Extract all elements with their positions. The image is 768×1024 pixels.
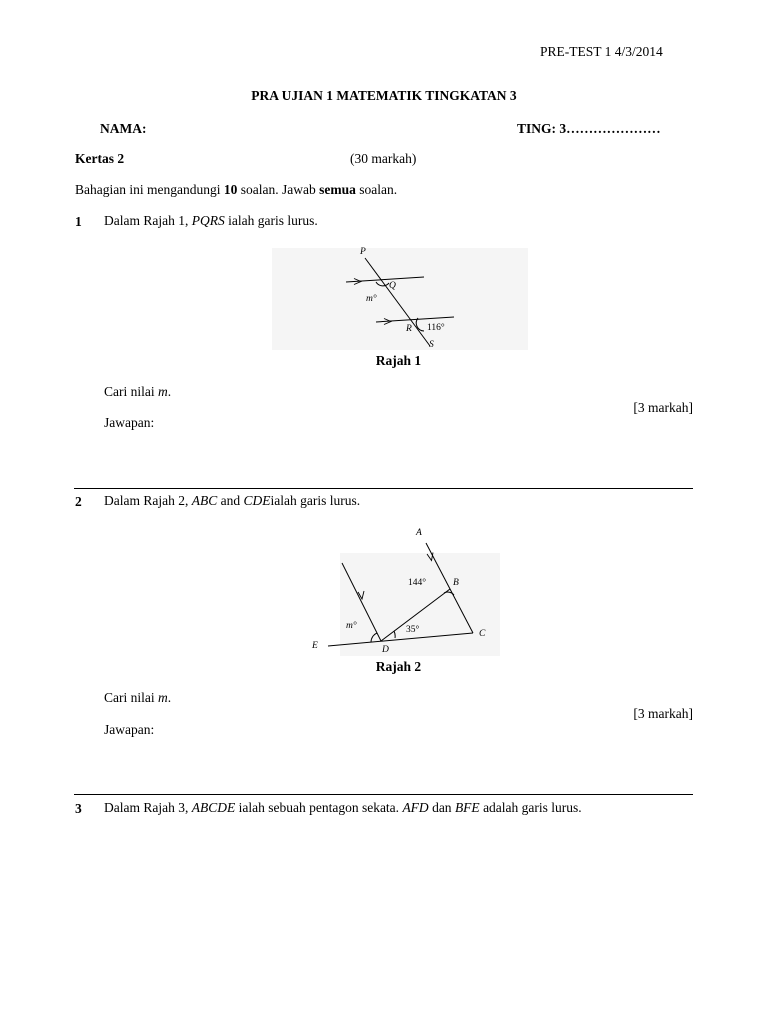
label-e: E	[312, 641, 318, 651]
instructions-middle: soalan. Jawab	[237, 182, 320, 197]
figure-rajah-2	[306, 523, 506, 658]
figure-2-caption: Rajah 2	[375, 659, 422, 674]
question-2-answer-label: Jawapan:	[104, 722, 155, 737]
label-angle-116: 116°	[427, 323, 445, 333]
instructions-all: semua	[319, 182, 356, 197]
question-3-text: Dalam Rajah 3, ABCDE ialah sebuah pentagon sekata. AFD dan BFE adalah garis lurus.	[104, 800, 582, 815]
figure-1-caption: Rajah 1	[375, 353, 422, 368]
label-m: m°	[366, 294, 377, 304]
question-2-number: 2	[75, 494, 82, 509]
question-2-marks: [3 markah]	[633, 706, 693, 721]
question-1-marks: [3 markah]	[633, 400, 693, 415]
label-b: B	[453, 578, 459, 588]
pretest-label: PRE-TEST 1 4/3/2014	[540, 44, 663, 59]
instructions-prefix: Bahagian ini mengandungi	[75, 182, 224, 197]
paper-marks: (30 markah)	[350, 151, 417, 166]
question-1-answer-label: Jawapan:	[104, 415, 155, 430]
question-1-text: Dalam Rajah 1, PQRS ialah garis lurus.	[104, 213, 318, 228]
paper-name: Kertas 2	[75, 151, 125, 166]
nama-label: NAMA:	[100, 121, 147, 136]
divider-1	[74, 488, 693, 489]
question-2-text: Dalam Rajah 2, ABC and CDEialah garis lurus.	[104, 493, 361, 508]
divider-2	[74, 794, 693, 795]
figure-rajah-1	[272, 244, 528, 352]
label-m: m°	[346, 621, 357, 631]
label-angle-35: 35°	[406, 625, 420, 635]
label-angle-144: 144°	[408, 578, 427, 588]
question-2-find: Cari nilai m.	[104, 690, 172, 705]
instructions-count: 10	[223, 182, 238, 197]
label-s: S	[429, 340, 434, 350]
label-p: P	[360, 247, 366, 257]
label-d: D	[382, 645, 389, 655]
question-1-number: 1	[75, 214, 82, 229]
question-1-find: Cari nilai m.	[104, 384, 172, 399]
instructions	[75, 182, 397, 198]
label-a: A	[416, 528, 422, 538]
page-title: PRA UJIAN 1 MATEMATIK TINGKATAN 3	[251, 88, 517, 103]
label-c: C	[479, 629, 486, 639]
question-3-number: 3	[75, 801, 82, 816]
ting-label: TING: 3…………………	[517, 121, 661, 136]
label-q: Q	[389, 281, 396, 291]
instructions-suffix: soalan.	[355, 182, 398, 197]
label-r: R	[406, 324, 412, 334]
